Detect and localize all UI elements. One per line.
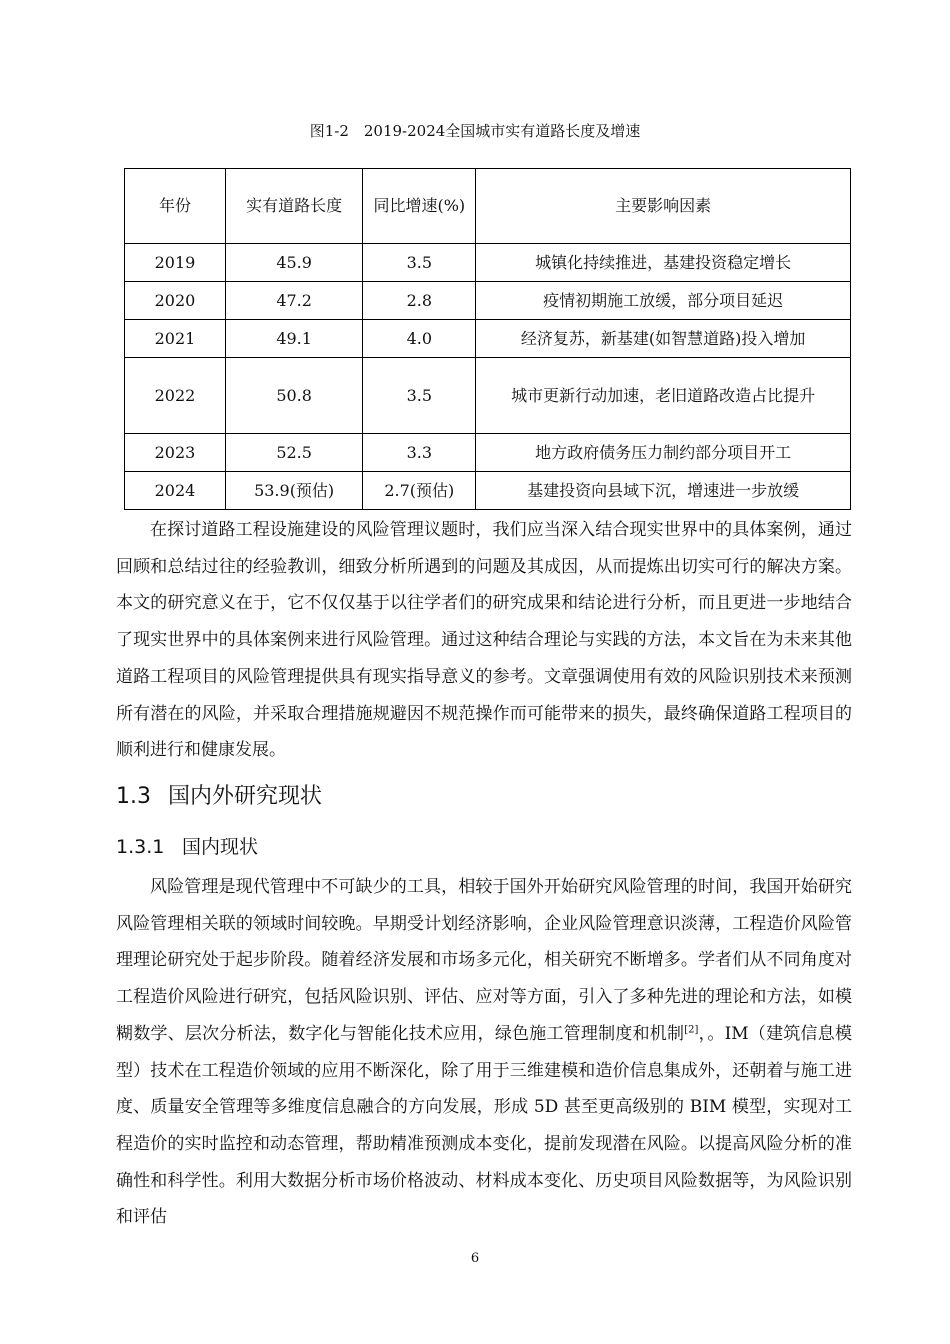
citation-marker[interactable]: [2] bbox=[684, 1024, 699, 1036]
cell-rate: 3.5 bbox=[363, 358, 476, 434]
section-heading bbox=[116, 780, 322, 814]
cell-year: 2023 bbox=[125, 434, 226, 472]
cell-factor: 经济复苏，新基建(如智慧道路)投入增加 bbox=[476, 320, 851, 358]
cell-length: 53.9(预估) bbox=[225, 472, 362, 510]
cell-rate: 3.3 bbox=[363, 434, 476, 472]
paragraph-text: 风险管理是现代管理中不可缺少的工具，相较于国外开始研究风险管理的时间，我国开始研究风险管理相关联的领域时间较晚。早期受计划经济影响，企业风险管理意识淡薄，工程造价风险管理理论研究处于起步阶段。随着经济发展和市场多元化，相关研究不断增多。学者们从不同角度对工程造价风险进行研究，包括风险识别、评估、应对等方面，引入了多种先进的理论和方法，如模糊数学、层次分析法，数字化与智能化技术应用，绿色施工管理制度和机制 bbox=[116, 877, 852, 1044]
table-row bbox=[125, 282, 851, 320]
table-row bbox=[125, 472, 851, 510]
cell-length: 52.5 bbox=[225, 434, 362, 472]
subsection-number: 1.3.1 bbox=[116, 836, 165, 858]
cell-year: 2019 bbox=[125, 244, 226, 282]
cell-length: 45.9 bbox=[225, 244, 362, 282]
table-row bbox=[125, 434, 851, 472]
cell-factor: 疫情初期施工放缓，部分项目延迟 bbox=[476, 282, 851, 320]
cell-factor: 城市更新行动加速，老旧道路改造占比提升 bbox=[476, 358, 851, 434]
cell-factor: 地方政府债务压力制约部分项目开工 bbox=[476, 434, 851, 472]
cell-rate: 2.7(预估) bbox=[363, 472, 476, 510]
header-rate: 同比增速(%) bbox=[363, 169, 476, 244]
section-number: 1.3 bbox=[116, 784, 151, 809]
cell-year: 2022 bbox=[125, 358, 226, 434]
cell-year: 2024 bbox=[125, 472, 226, 510]
table-row bbox=[125, 358, 851, 434]
cell-factor: 基建投资向县域下沉，增速进一步放缓 bbox=[476, 472, 851, 510]
header-year: 年份 bbox=[125, 169, 226, 244]
cell-rate: 2.8 bbox=[363, 282, 476, 320]
table-caption: 图1-2 2019-2024全国城市实有道路长度及增速 bbox=[309, 122, 641, 140]
cell-year: 2021 bbox=[125, 320, 226, 358]
table-header-row bbox=[125, 169, 851, 244]
cell-rate: 4.0 bbox=[363, 320, 476, 358]
table-row bbox=[125, 320, 851, 358]
section-title: 国内外研究现状 bbox=[168, 784, 323, 809]
cell-length: 47.2 bbox=[225, 282, 362, 320]
paragraph-text: ，。IM（建筑信息模型）技术在工程造价领域的应用不断深化，除了用于三维建模和造价信息集成外，还朝着与施工进度、质量安全管理等多维度信息融合的方向发展，形成 5D 甚至更高级别的 BIM 模型，实现对工程造价的实时监控和动态管理，帮助精准预测成本变化，提前发现潜在风险。以提高风险分析的准确性和科学性。利用大数据分析市场价格波动、材料成本变化、历史项目风险数据等，为风险识别和评估 bbox=[116, 1023, 853, 1228]
body-paragraph bbox=[116, 869, 852, 1236]
cell-length: 50.8 bbox=[225, 358, 362, 434]
road-length-table bbox=[124, 168, 851, 510]
subsection-heading bbox=[116, 832, 258, 862]
cell-length: 49.1 bbox=[225, 320, 362, 358]
table-row bbox=[125, 244, 851, 282]
header-factors: 主要影响因素 bbox=[476, 169, 851, 244]
cell-factor: 城镇化持续推进，基建投资稳定增长 bbox=[476, 244, 851, 282]
cell-year: 2020 bbox=[125, 282, 226, 320]
subsection-title: 国内现状 bbox=[182, 836, 259, 858]
header-length: 实有道路长度 bbox=[225, 169, 362, 244]
page-number: 6 bbox=[470, 1251, 480, 1266]
body-paragraph: 在探讨道路工程设施建设的风险管理议题时，我们应当深入结合现实世界中的具体案例，通过回顾和总结过往的经验教训，细致分析所遇到的问题及其成因，从而提炼出切实可行的解决方案。本文的研究意义在于，它不仅仅基于以往学者们的研究成果和结论进行分析，而且更进一步地结合了现实世界中的具体案例来进行风险管理。通过这种结合理论与实践的方法，本文旨在为未来其他道路工程项目的风险管理提供具有现实指导意义的参考。文章强调使用有效的风险识别技术来预测所有潜在的风险，并采取合理措施规避因不规范操作而可能带来的损失，最终确保道路工程项目的顺利进行和健康发展。 bbox=[116, 520, 852, 761]
cell-rate: 3.5 bbox=[363, 244, 476, 282]
